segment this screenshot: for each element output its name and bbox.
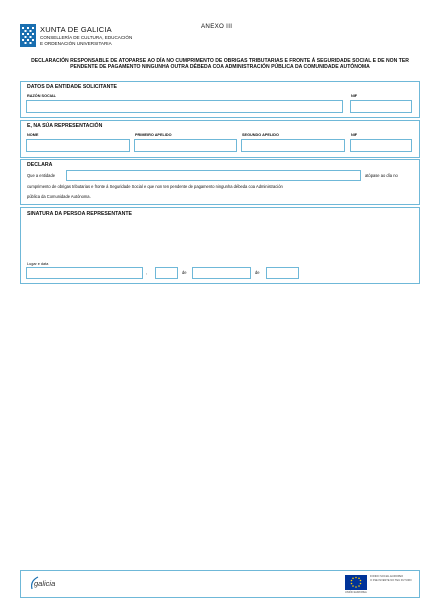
place-comma: , bbox=[146, 270, 148, 275]
entity-section-title: DATOS DA ENTIDADE SOLICITANTE bbox=[27, 84, 118, 90]
declaration-text-suffix: atópase ao día no bbox=[365, 173, 398, 178]
document-title: DECLARACIÓN RESPONSABLE DE ATOPARSE AO DÍA NO CUMPRIMENTO DE OBRIGAS TRIBUTARIAS E FRONTE Á SEGURIDADE SOCIAL E DE NON TER PENDENTE DE PAGAMENTO NINGUNHA OUTRA DÉBEDA COA ADMINISTRACIÓN PÚBLICA DA COMUNIDADE AUTÓNOMA bbox=[31, 58, 409, 71]
signature-section-title: SINATURA DA PERSOA REPRESENTANTE bbox=[27, 211, 133, 217]
day-input[interactable] bbox=[155, 267, 178, 279]
de-label-2: de bbox=[255, 270, 260, 275]
department-line-1: CONSELLERÍA DE CULTURA, EDUCACIÓN bbox=[40, 35, 133, 40]
name-label: NOME bbox=[27, 133, 39, 137]
department-line-2: E ORDENACIÓN UNIVERSITARIA bbox=[40, 40, 112, 46]
eu-fund-line-2: O FSE INVESTE NO TEU FUTURO bbox=[370, 578, 412, 582]
declaration-text-prefix: Que a entidade bbox=[27, 173, 55, 178]
eu-caption: UNIÓN EUROPEA bbox=[345, 591, 367, 594]
first-surname-label: PRIMEIRO APELIDO bbox=[135, 133, 172, 137]
galicia-logo-text: galicia bbox=[34, 579, 56, 588]
declaration-line-3: pública da Comunidade Autónoma. bbox=[27, 194, 91, 199]
representative-nif-label: NIF bbox=[351, 133, 358, 137]
name-input[interactable] bbox=[26, 139, 130, 152]
de-label-1: de bbox=[182, 270, 187, 275]
representative-nif-input[interactable] bbox=[350, 139, 412, 152]
second-surname-input[interactable] bbox=[241, 139, 345, 152]
razon-social-input[interactable] bbox=[26, 100, 343, 113]
xunta-shield-icon bbox=[20, 24, 36, 47]
place-date-label: Lugar e data bbox=[27, 262, 49, 266]
first-surname-input[interactable] bbox=[134, 139, 237, 152]
month-input[interactable] bbox=[192, 267, 251, 279]
entity-name-input[interactable] bbox=[66, 170, 361, 181]
department-name bbox=[40, 35, 132, 46]
declaration-line-2: cumprimento de obrigas tributarias e fronte á Seguridade Social e que non ten pendente de pagamento ningunha débeda coa Administración bbox=[27, 184, 283, 189]
entity-nif-label: NIF bbox=[351, 94, 358, 98]
annex-label: ANEXO III bbox=[201, 23, 233, 30]
entity-nif-input[interactable] bbox=[350, 100, 412, 113]
place-input[interactable] bbox=[26, 267, 143, 279]
year-input[interactable] bbox=[266, 267, 299, 279]
eu-fund-text bbox=[370, 575, 412, 582]
declaration-section-title: DECLARA bbox=[27, 162, 53, 168]
representative-section-title: E, NA SÚA REPRESENTACIÓN bbox=[27, 123, 103, 129]
eu-stars-icon bbox=[345, 575, 367, 590]
second-surname-label: SEGUNDO APELIDO bbox=[242, 133, 279, 137]
eu-fund-line-1: FONDO SOCIAL EUROPEO bbox=[370, 575, 404, 578]
razon-social-label: RAZÓN SOCIAL bbox=[27, 94, 56, 98]
eu-flag-icon bbox=[345, 575, 367, 590]
org-name: XUNTA DE GALICIA bbox=[40, 25, 112, 34]
